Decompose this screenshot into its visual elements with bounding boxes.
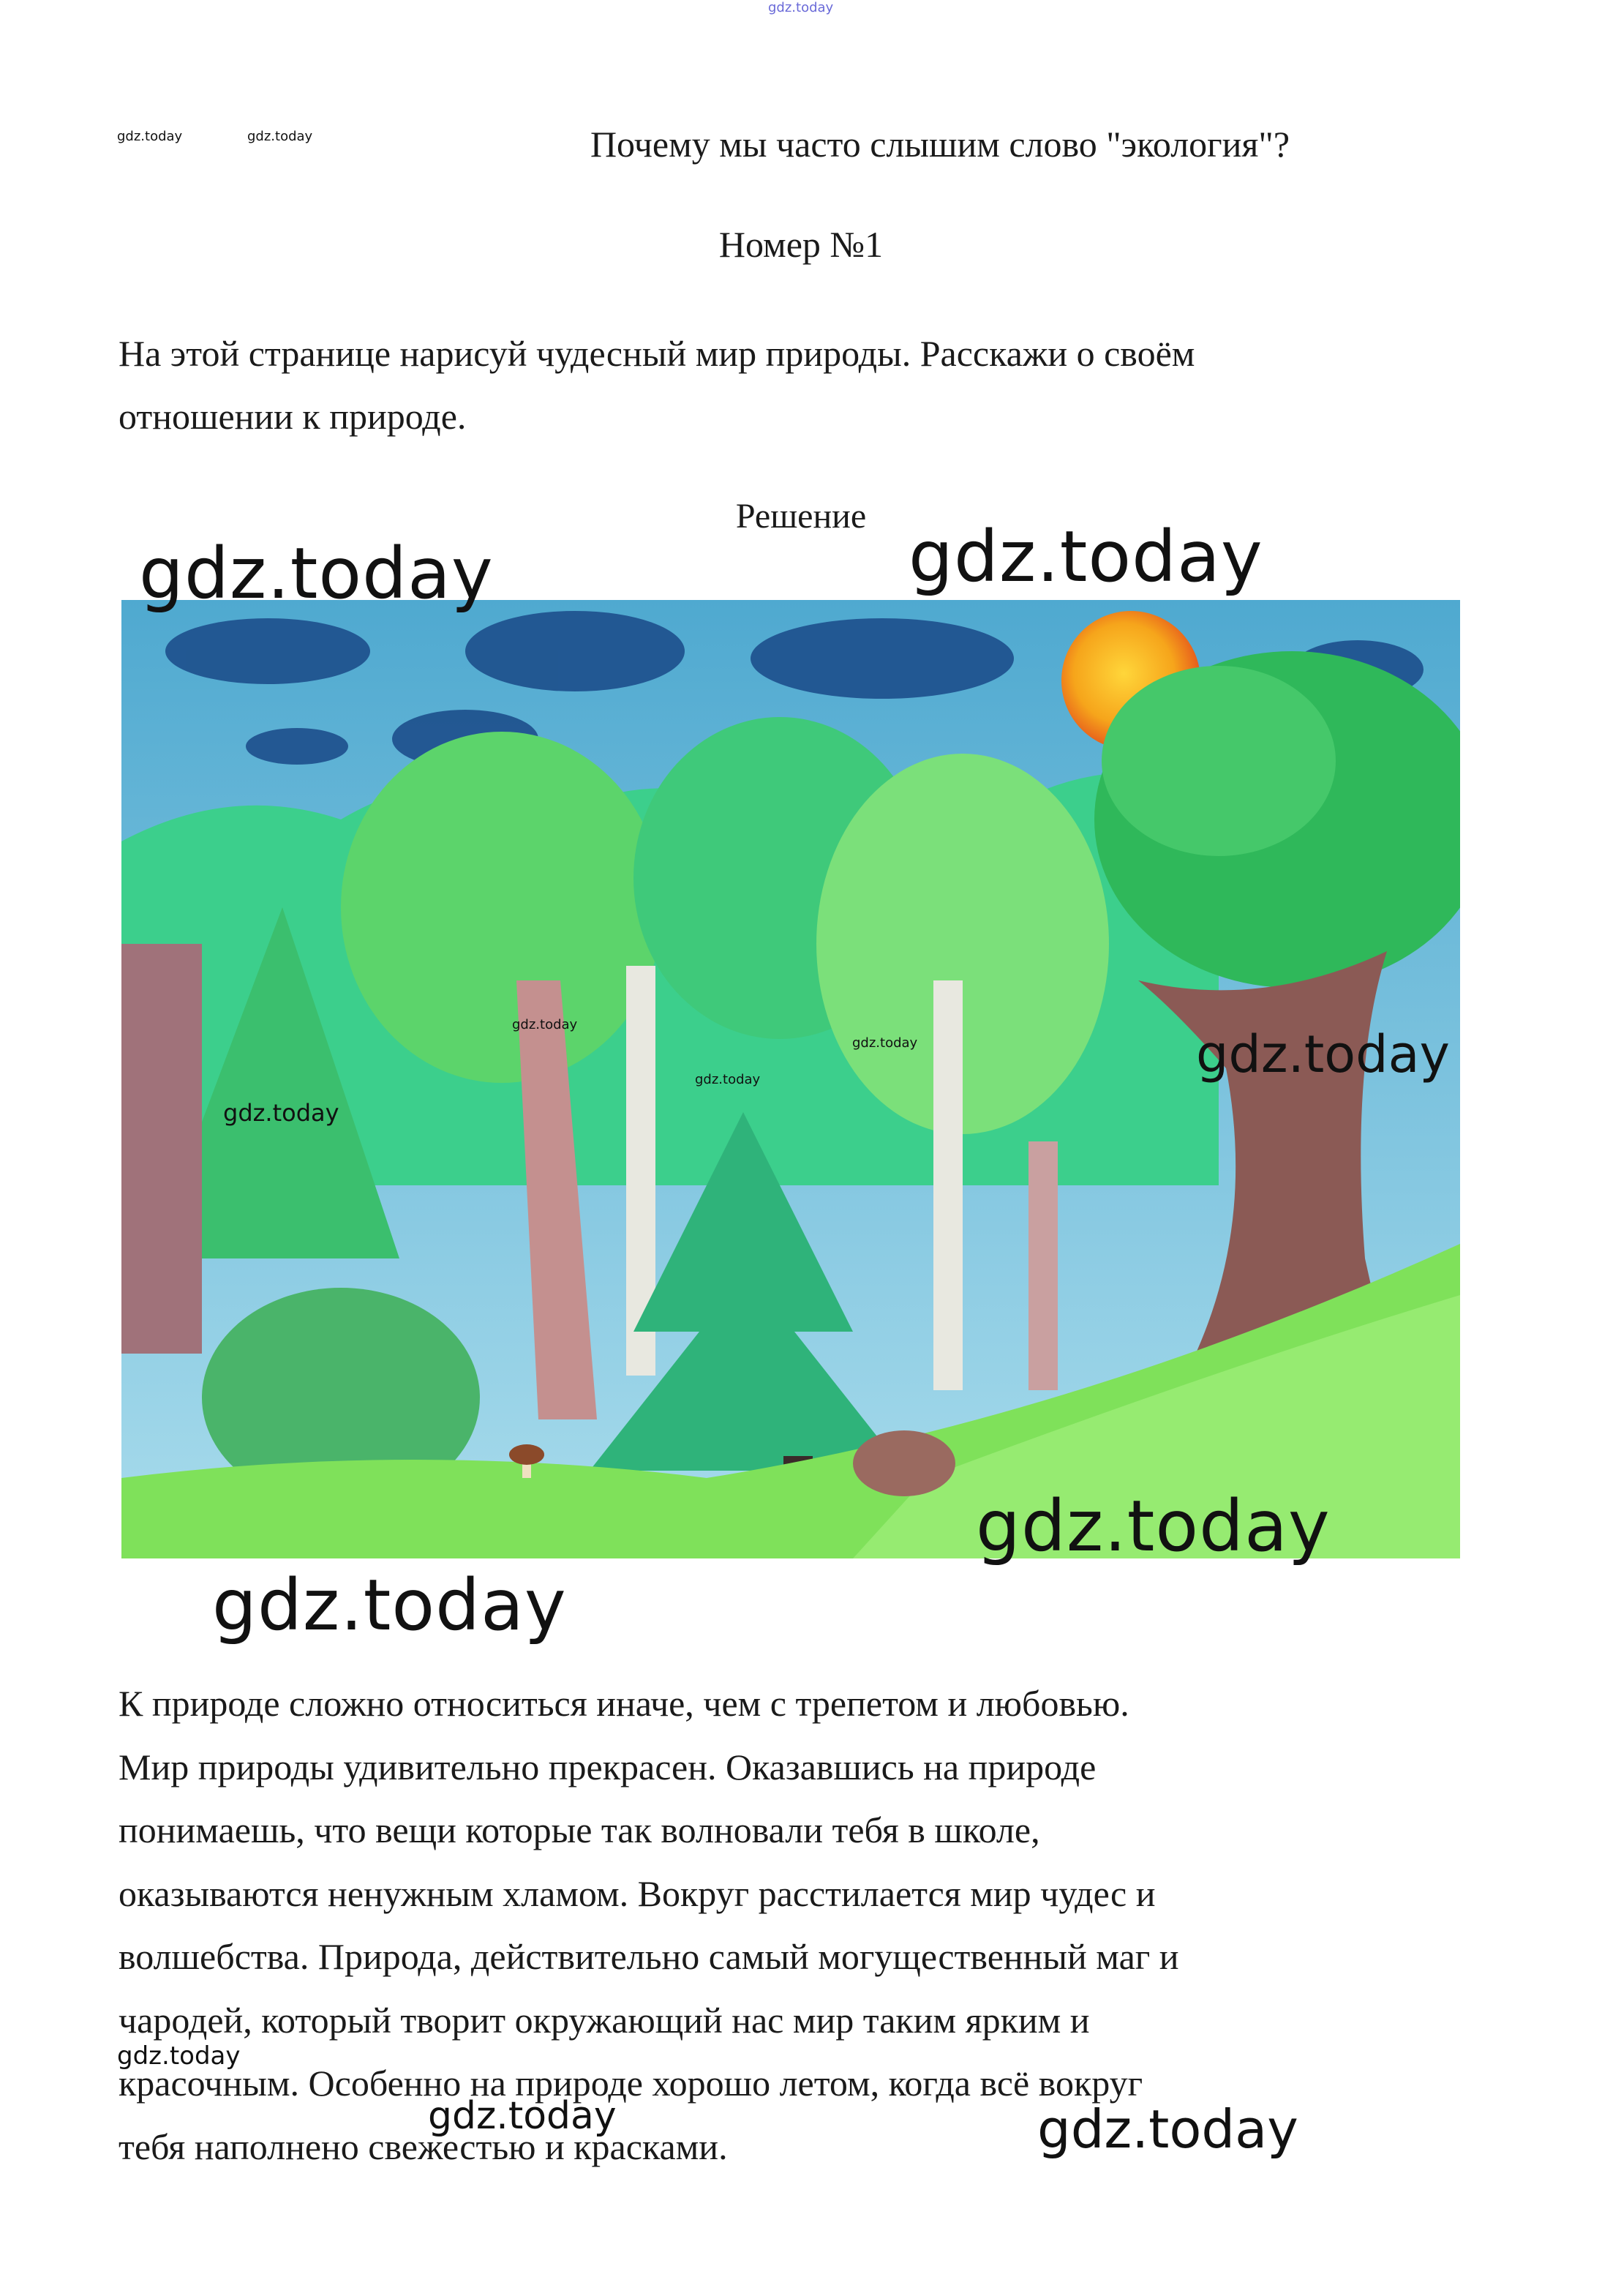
exercise-number: Номер №1 (718, 224, 884, 265)
watermark-big: gdz.today (976, 1485, 1331, 1567)
answer-line: оказываются ненужным хламом. Вокруг расстилается мир чудес и (119, 1872, 1156, 1914)
solution-label: Решение (735, 497, 867, 536)
answer-line: понимаешь, что вещи которые так волновали тебя в школе, (119, 1809, 1040, 1850)
answer-line: Мир природы удивительно прекрасен. Оказавшись на природе (119, 1746, 1097, 1787)
watermark-small: gdz.today (223, 1099, 339, 1127)
watermark-mid: gdz.today (1037, 2098, 1298, 2160)
hedgehog (853, 1430, 955, 1496)
answer-line: К природе сложно относиться иначе, чем с трепетом и любовью. (119, 1683, 1129, 1724)
task-line: На этой странице нарисуй чудесный мир природы. Расскажи о своём (119, 333, 1195, 374)
answer-line: тебя наполнено свежестью и красками. (119, 2126, 728, 2167)
watermark-header-2: gdz.today (247, 129, 313, 144)
tree-crown (341, 732, 663, 1083)
watermark-big: gdz.today (139, 533, 494, 615)
answer-text (119, 1672, 1508, 2178)
watermark-tiny: gdz.today (695, 1072, 761, 1087)
answer-line: волшебства. Природа, действительно самый могущественный маг и (119, 1936, 1179, 1977)
mushroom (509, 1444, 544, 1465)
page-title: Почему мы часто слышим слово "экология"? (590, 124, 1290, 165)
watermark-big: gdz.today (212, 1564, 567, 1646)
watermark-mid: gdz.today (1196, 1024, 1450, 1084)
watermark-top: gdz.today (768, 0, 834, 15)
watermark-tiny: gdz.today (852, 1035, 918, 1051)
watermark-big: gdz.today (909, 516, 1263, 598)
answer-line: чародей, который творит окружающий нас мир таким ярким и (119, 1999, 1090, 2041)
watermark-header-1: gdz.today (117, 129, 183, 144)
watermark-tiny: gdz.today (512, 1017, 578, 1032)
task-line: отношении к природе. (119, 396, 467, 437)
task-text (119, 322, 1494, 448)
answer-line: красочным. Особенно на природе хорошо летом, когда всё вокруг (119, 2063, 1143, 2104)
left-trunk (121, 944, 202, 1354)
watermark-small: gdz.today (117, 2041, 241, 2071)
watermark-mid: gdz.today (428, 2094, 617, 2138)
